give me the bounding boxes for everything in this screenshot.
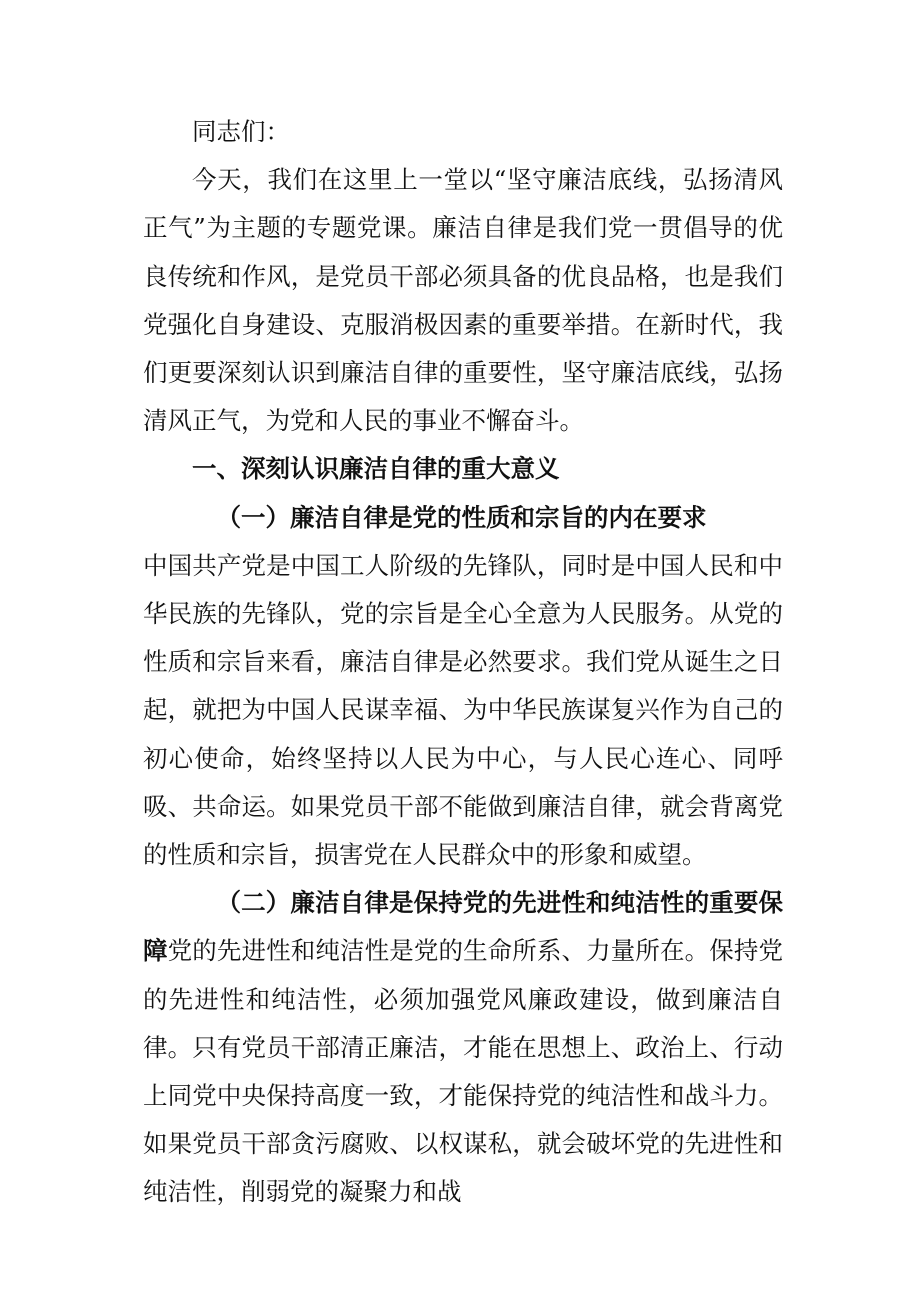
document-body — [143, 108, 783, 1217]
subsection-2 — [143, 879, 783, 1216]
section-heading-1: 一、深刻认识廉洁自律的重大意义 — [192, 454, 560, 484]
salutation: 同志们： — [192, 117, 290, 146]
intro-paragraph: 今天，我们在这里上一堂以“坚守廉洁底线，弘扬清风正气”为主题的专题党课。廉洁自律是我们党一贯倡导的优良传统和作风，是党员干部必须具备的优良品格，也是我们党强化自身建设、克服消极因素的重要举措。在新时代，我们更要深刻认识到廉洁自律的重要性，坚守廉洁底线，弘扬清风正气，为党和人民的事业不懈奋斗。 — [143, 165, 783, 436]
subsection-heading-1: （一）廉洁自律是党的性质和宗旨的内在要求 — [216, 502, 707, 532]
subsection-heading-2: （二）廉洁自律是保持党的先进性和纯洁性的重要保障 — [143, 888, 783, 966]
subsection-body-2: 党的先进性和纯洁性是党的生命所系、力量所在。保持党的先进性和纯洁性，必须加强党风廉政建设，做到廉洁自律。只有党员干部清正廉洁，才能在思想上、政治上、行动上同党中央保持高度一致，才能保持党的纯洁性和战斗力。如果党员干部贪污腐败、以权谋私，就会破坏党的先进性和纯洁性，削弱党的凝聚力和战 — [143, 936, 784, 1207]
subsection-body-1: 中国共产党是中国工人阶级的先锋队，同时是中国人民和中华民族的先锋队，党的宗旨是全心全意为人民服务。从党的性质和宗旨来看，廉洁自律是必然要求。我们党从诞生之日起，就把为中国人民谋幸福、为中华民族谋复兴作为自己的初心使命，始终坚持以人民为中心，与人民心连心、同呼吸、共命运。如果党员干部不能做到廉洁自律，就会背离党的性质和宗旨，损害党在人民群众中的形象和威望。 — [143, 550, 783, 870]
